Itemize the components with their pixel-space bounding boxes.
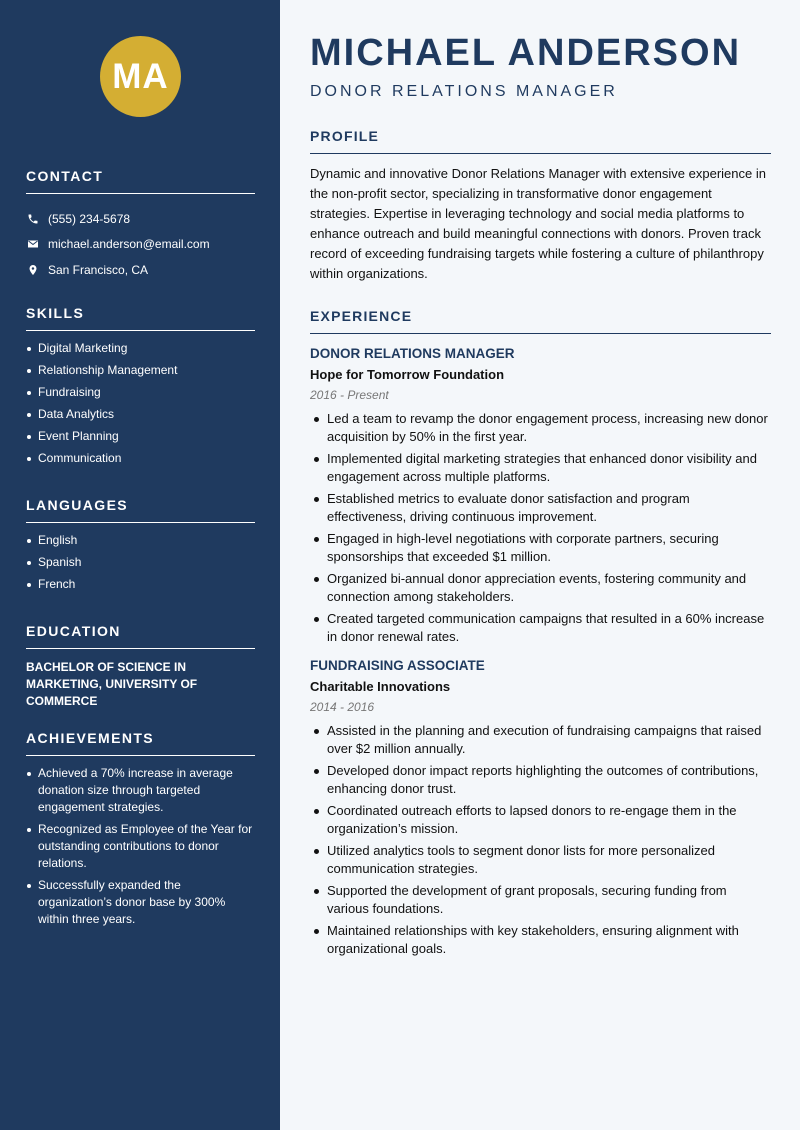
list-item: Established metrics to evaluate donor satisfaction and program effectiveness, driving continuous improvement. xyxy=(310,490,771,526)
profile-text: Dynamic and innovative Donor Relations Manager with extensive experience in the non-profit sector, specializing in transformative donor engagement strategies. Expertise in leveraging technology and social media platforms to enhance outreach and build meaningful connections with donors. Proven track record of exceeding fundraising targets while fostering a culture of philanthropy within organizations. xyxy=(310,166,766,281)
list-item: Digital Marketing xyxy=(26,340,255,357)
contact-email xyxy=(26,232,255,258)
candidate-name: MICHAEL ANDERSON xyxy=(310,32,742,74)
job-company: Charitable Innovations xyxy=(310,679,451,694)
job-title: FUNDRAISING ASSOCIATE xyxy=(310,658,485,673)
job-dates: 2014 - 2016 xyxy=(310,700,375,714)
education-heading: EDUCATION xyxy=(26,623,255,649)
sidebar xyxy=(0,0,280,1130)
profile-section xyxy=(310,128,771,284)
contact-list xyxy=(26,206,255,283)
experience-section xyxy=(310,308,771,962)
job-bullets xyxy=(310,722,771,958)
job-entry xyxy=(310,346,771,646)
job-title: DONOR RELATIONS MANAGER xyxy=(310,346,515,361)
contact-location-text: San Francisco, CA xyxy=(48,262,149,277)
contact-phone-text: (555) 234-5678 xyxy=(48,211,131,226)
job-bullets xyxy=(310,410,771,646)
list-item: Communication xyxy=(26,450,255,467)
list-item: Fundraising xyxy=(26,384,255,401)
skills-section xyxy=(26,305,255,472)
languages-list xyxy=(26,532,255,593)
candidate-title: DONOR RELATIONS MANAGER xyxy=(310,83,618,100)
achievements-heading: ACHIEVEMENTS xyxy=(26,730,255,756)
profile-heading: PROFILE xyxy=(310,128,771,154)
list-item: Engaged in high-level negotiations with corporate partners, securing sponsorships that exceeded $1 million. xyxy=(310,530,771,566)
list-item: Spanish xyxy=(26,554,255,571)
experience-heading: EXPERIENCE xyxy=(310,308,771,334)
languages-section xyxy=(26,497,255,598)
list-item: Assisted in the planning and execution of fundraising campaigns that raised over $2 million annually. xyxy=(310,722,771,758)
list-item: Event Planning xyxy=(26,428,255,445)
list-item: Supported the development of grant proposals, securing funding from various foundations. xyxy=(310,882,771,918)
job-entry xyxy=(310,658,771,958)
list-item: Created targeted communication campaigns that resulted in a 60% increase in donor renewal rates. xyxy=(310,610,771,646)
education-section xyxy=(26,623,255,710)
contact-section xyxy=(26,168,255,283)
list-item: Implemented digital marketing strategies that enhanced donor visibility and engagement across multiple platforms. xyxy=(310,450,771,486)
list-item: English xyxy=(26,532,255,549)
languages-heading: LANGUAGES xyxy=(26,497,255,523)
skills-heading: SKILLS xyxy=(26,305,255,331)
list-item: Maintained relationships with key stakeholders, ensuring alignment with organizational goals. xyxy=(310,922,771,958)
skills-list xyxy=(26,340,255,467)
list-item: Successfully expanded the organization’s donor base by 300% within three years. xyxy=(26,877,255,928)
list-item: Utilized analytics tools to segment donor lists for more personalized communication strategies. xyxy=(310,842,771,878)
list-item: Organized bi-annual donor appreciation events, fostering community and connection among stakeholders. xyxy=(310,570,771,606)
list-item: Led a team to revamp the donor engagement process, increasing new donor acquisition by 50% in the first year. xyxy=(310,410,771,446)
list-item: Relationship Management xyxy=(26,362,255,379)
contact-phone xyxy=(26,206,255,232)
location-pin-icon xyxy=(26,263,39,276)
list-item: Coordinated outreach efforts to lapsed donors to re-engage them in the organization’s mission. xyxy=(310,802,771,838)
job-dates: 2016 - Present xyxy=(310,388,389,402)
avatar-initials: MA xyxy=(100,36,181,117)
contact-location xyxy=(26,257,255,283)
job-company: Hope for Tomorrow Foundation xyxy=(310,367,505,382)
list-item: Data Analytics xyxy=(26,406,255,423)
contact-email-text: michael.anderson@email.com xyxy=(48,237,210,252)
phone-icon xyxy=(26,212,39,225)
education-degree: BACHELOR OF SCIENCE IN MARKETING, UNIVERSITY OF COMMERCE xyxy=(26,660,198,708)
list-item: French xyxy=(26,576,255,593)
achievements-list xyxy=(26,765,255,928)
achievements-section xyxy=(26,730,255,933)
contact-heading: CONTACT xyxy=(26,168,255,194)
list-item: Developed donor impact reports highlighting the outcomes of contributions, enhancing donor trust. xyxy=(310,762,771,798)
email-icon xyxy=(26,238,39,251)
list-item: Achieved a 70% increase in average donation size through targeted engagement strategies. xyxy=(26,765,255,816)
list-item: Recognized as Employee of the Year for outstanding contributions to donor relations. xyxy=(26,821,255,872)
